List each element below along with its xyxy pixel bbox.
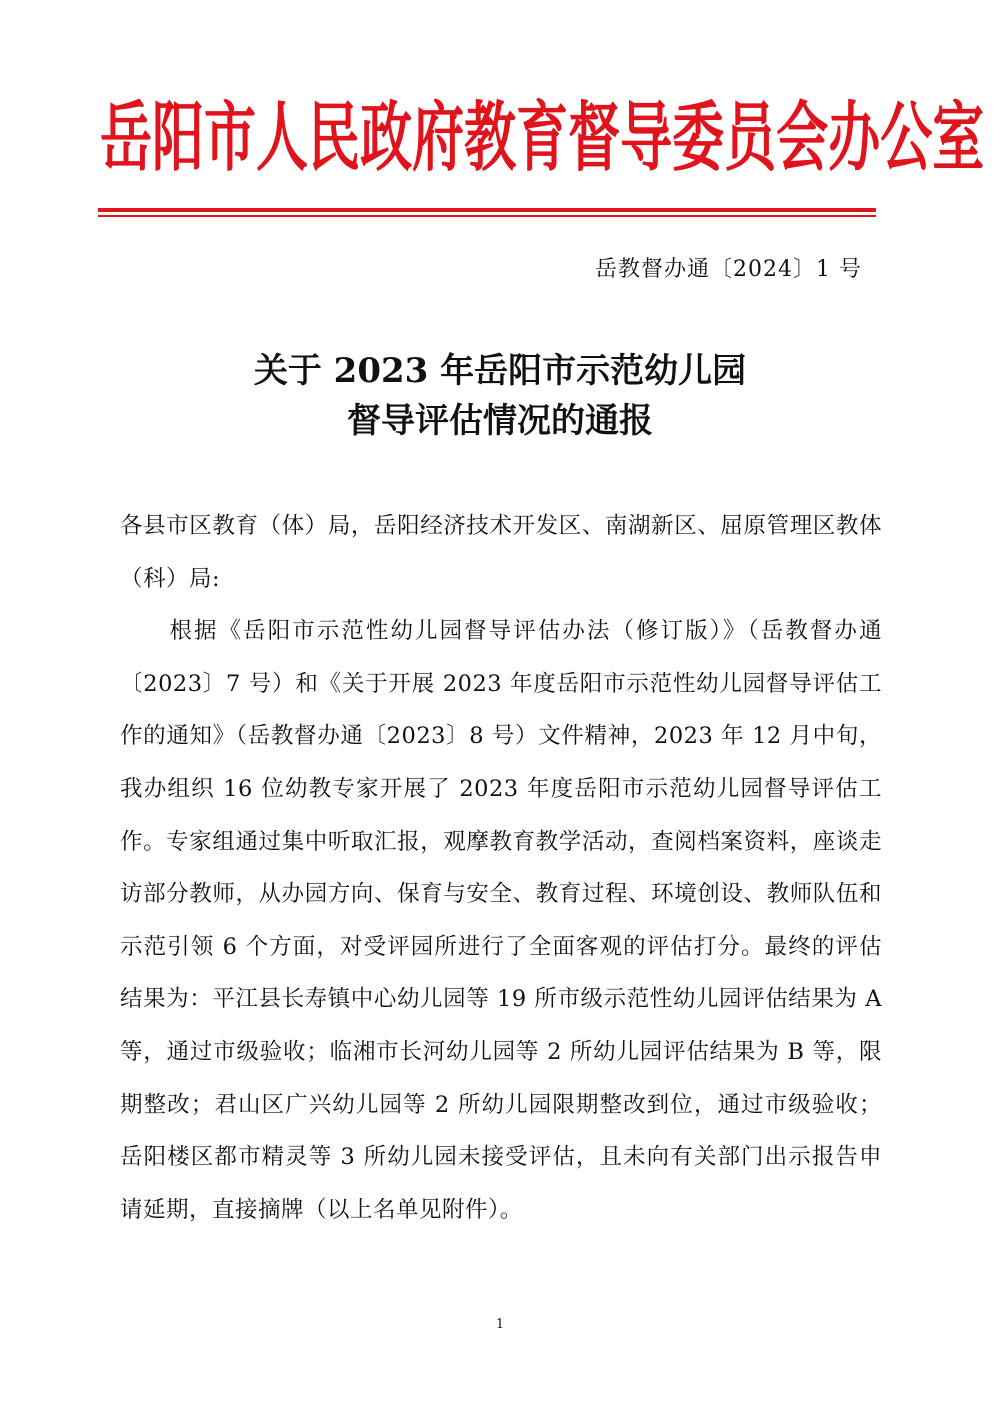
masthead-char: 市 [204,95,257,183]
masthead-org-name [100,94,985,184]
masthead-char: 岳 [100,95,153,183]
masthead-char: 会 [776,95,829,183]
masthead-char: 导 [620,95,673,183]
masthead-char: 员 [724,95,777,183]
title-line-1: 关于 2023 年岳阳市示范幼儿园 [253,351,747,391]
title-line-2: 督导评估情况的通报 [347,401,653,441]
masthead-char: 督 [568,95,621,183]
masthead-char: 政 [360,95,413,183]
masthead-char: 公 [880,95,933,183]
page-number: 1 [495,1317,505,1332]
masthead-char: 府 [412,95,465,183]
masthead-char: 委 [672,95,725,183]
masthead-char: 阳 [152,95,205,183]
masthead-char: 办 [828,95,881,183]
document-body [120,500,882,1236]
masthead-char: 室 [932,95,985,183]
document-number: 岳教督办通〔2024〕1 号 [595,257,862,282]
masthead-char: 育 [516,95,569,183]
masthead-char: 教 [464,95,517,183]
masthead-red-rule-thin [98,215,876,217]
masthead-char: 人 [256,95,309,183]
masthead-char: 民 [308,95,361,183]
masthead-red-rule-thick [98,208,876,212]
body-paragraph-1: 根据《岳阳市示范性幼儿园督导评估办法（修订版）》（岳教督办通〔2023〕7 号）和《关于开展 2023 年度岳阳市示范性幼儿园督导评估工作的通知》（岳教督办通〔2023〕8 号）文件精神，2023 年 12 月中旬，我办组织 16 位幼教专家开展了 2023 年度岳阳市示范幼儿园督导评估工作。专家组通过集中听取汇报，观摩教育教学活动，查阅档案资料，座谈走访部分教师，从办园方向、保育与安全、教育过程、环境创设、教师队伍和示范引领 6 个方面，对受评园所进行了全面客观的评估打分。最终的评估结果为：平江县长寿镇中心幼儿园等 19 所市级示范性幼儿园评估结果为 A 等，通过市级验收；临湘市长河幼儿园等 2 所幼儿园评估结果为 B 等，限期整改；君山区广兴幼儿园等 2 所幼儿园限期整改到位，通过市级验收；岳阳楼区都市精灵等 3 所幼儿园未接受评估，且未向有关部门出示报告申请延期，直接摘牌（以上名单见附件）。 [120,618,882,1223]
addressee: 各县市区教育（体）局，岳阳经济技术开发区、南湖新区、屈原管理区教体（科）局: [120,513,882,592]
